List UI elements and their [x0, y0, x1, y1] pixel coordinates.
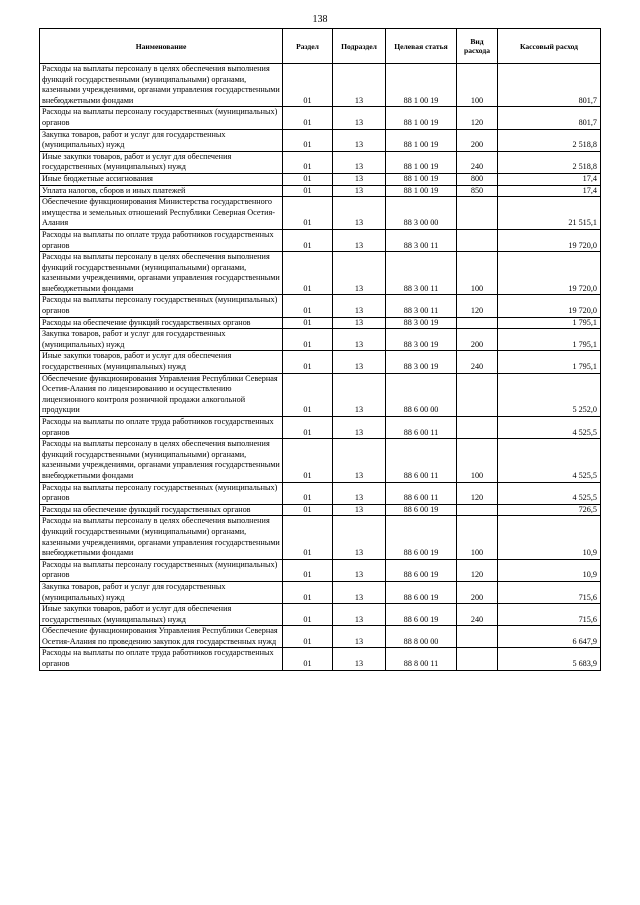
cell-razdel: 01	[283, 197, 333, 230]
cell-razdel: 01	[283, 185, 333, 197]
cell-kassovy: 4 525,5	[498, 439, 601, 482]
cell-kassovy: 4 525,5	[498, 417, 601, 439]
cell-name: Расходы на выплаты персоналу государственных (муниципальных) органов	[40, 107, 283, 129]
cell-vid	[457, 197, 498, 230]
cell-razdel: 01	[283, 252, 333, 295]
cell-name: Расходы на выплаты персоналу в целях обеспечения выполнения функций государственными (муниципальными) органами, казенными учреждениями, органами управления государственными внебюджетными фондами	[40, 439, 283, 482]
header-podrazdel: Подраздел	[333, 29, 386, 64]
cell-celevaya: 88 3 00 11	[386, 229, 457, 251]
table-row	[40, 129, 601, 151]
cell-celevaya: 88 1 00 19	[386, 129, 457, 151]
cell-podrazdel: 13	[333, 581, 386, 603]
cell-celevaya: 88 6 00 00	[386, 373, 457, 416]
table-row	[40, 626, 601, 648]
cell-kassovy: 5 683,9	[498, 648, 601, 670]
cell-podrazdel: 13	[333, 173, 386, 185]
cell-name: Закупка товаров, работ и услуг для государственных (муниципальных) нужд	[40, 329, 283, 351]
cell-name: Обеспечение функционирования Управления Республики Северная Осетия-Алания по проведению закупок для государственных нужд	[40, 626, 283, 648]
cell-celevaya: 88 6 00 19	[386, 504, 457, 516]
cell-vid: 100	[457, 439, 498, 482]
cell-podrazdel: 13	[333, 373, 386, 416]
cell-kassovy: 19 720,0	[498, 295, 601, 317]
cell-celevaya: 88 3 00 19	[386, 329, 457, 351]
cell-kassovy: 17,4	[498, 173, 601, 185]
cell-celevaya: 88 6 00 19	[386, 516, 457, 559]
cell-razdel: 01	[283, 317, 333, 329]
cell-celevaya: 88 1 00 19	[386, 107, 457, 129]
cell-kassovy: 801,7	[498, 107, 601, 129]
cell-vid	[457, 373, 498, 416]
cell-celevaya: 88 3 00 11	[386, 252, 457, 295]
cell-razdel: 01	[283, 329, 333, 351]
cell-vid: 120	[457, 559, 498, 581]
cell-vid: 100	[457, 64, 498, 107]
cell-name: Закупка товаров, работ и услуг для государственных (муниципальных) нужд	[40, 129, 283, 151]
cell-name: Расходы на обеспечение функций государственных органов	[40, 317, 283, 329]
cell-celevaya: 88 3 00 11	[386, 295, 457, 317]
cell-kassovy: 801,7	[498, 64, 601, 107]
cell-name: Расходы на выплаты персоналу государственных (муниципальных) органов	[40, 295, 283, 317]
cell-name: Расходы на выплаты персоналу в целях обеспечения выполнения функций государственными (муниципальными) органами, казенными учреждениями, органами управления государственными внебюджетными фондами	[40, 516, 283, 559]
cell-vid: 240	[457, 604, 498, 626]
header-kassovy: Кассовый расход	[498, 29, 601, 64]
table-row	[40, 185, 601, 197]
cell-name: Расходы на обеспечение функций государственных органов	[40, 504, 283, 516]
table-row	[40, 351, 601, 373]
cell-vid: 850	[457, 185, 498, 197]
expenditure-table	[39, 28, 601, 671]
cell-kassovy: 10,9	[498, 559, 601, 581]
cell-podrazdel: 13	[333, 229, 386, 251]
cell-name: Иные закупки товаров, работ и услуг для обеспечения государственных (муниципальных) нужд	[40, 604, 283, 626]
cell-podrazdel: 13	[333, 64, 386, 107]
cell-celevaya: 88 3 00 19	[386, 351, 457, 373]
cell-celevaya: 88 6 00 11	[386, 417, 457, 439]
cell-celevaya: 88 6 00 19	[386, 581, 457, 603]
cell-celevaya: 88 3 00 00	[386, 197, 457, 230]
cell-podrazdel: 13	[333, 252, 386, 295]
cell-kassovy: 6 647,9	[498, 626, 601, 648]
table-row	[40, 581, 601, 603]
cell-name: Иные бюджетные ассигнования	[40, 173, 283, 185]
cell-vid: 800	[457, 173, 498, 185]
cell-podrazdel: 13	[333, 559, 386, 581]
cell-razdel: 01	[283, 107, 333, 129]
table-row	[40, 504, 601, 516]
table-row	[40, 107, 601, 129]
cell-vid: 240	[457, 151, 498, 173]
cell-celevaya: 88 1 00 19	[386, 151, 457, 173]
cell-razdel: 01	[283, 351, 333, 373]
cell-vid	[457, 229, 498, 251]
header-razdel: Раздел	[283, 29, 333, 64]
cell-name: Расходы на выплаты персоналу государственных (муниципальных) органов	[40, 482, 283, 504]
cell-vid: 240	[457, 351, 498, 373]
cell-vid	[457, 317, 498, 329]
cell-podrazdel: 13	[333, 504, 386, 516]
table-row	[40, 252, 601, 295]
cell-kassovy: 1 795,1	[498, 317, 601, 329]
cell-razdel: 01	[283, 516, 333, 559]
cell-vid	[457, 504, 498, 516]
cell-razdel: 01	[283, 64, 333, 107]
cell-celevaya: 88 6 00 19	[386, 559, 457, 581]
table-row	[40, 151, 601, 173]
cell-celevaya: 88 6 00 11	[386, 439, 457, 482]
cell-celevaya: 88 1 00 19	[386, 173, 457, 185]
cell-kassovy: 1 795,1	[498, 351, 601, 373]
cell-celevaya: 88 8 00 00	[386, 626, 457, 648]
table-row	[40, 295, 601, 317]
cell-razdel: 01	[283, 504, 333, 516]
cell-name: Закупка товаров, работ и услуг для государственных (муниципальных) нужд	[40, 581, 283, 603]
cell-podrazdel: 13	[333, 317, 386, 329]
cell-razdel: 01	[283, 581, 333, 603]
cell-vid: 200	[457, 329, 498, 351]
cell-razdel: 01	[283, 373, 333, 416]
cell-kassovy: 5 252,0	[498, 373, 601, 416]
cell-podrazdel: 13	[333, 516, 386, 559]
cell-razdel: 01	[283, 439, 333, 482]
cell-razdel: 01	[283, 417, 333, 439]
cell-name: Иные закупки товаров, работ и услуг для обеспечения государственных (муниципальных) нужд	[40, 151, 283, 173]
table-row	[40, 604, 601, 626]
cell-vid	[457, 648, 498, 670]
table-row	[40, 439, 601, 482]
header-vid: Вид расхода	[457, 29, 498, 64]
cell-kassovy: 715,6	[498, 581, 601, 603]
cell-name: Обеспечение функционирования Управления Республики Северная Осетия-Алания по лицензированию и осуществлению лицензионного контроля розничной продажи алкогольной продукции	[40, 373, 283, 416]
cell-vid: 100	[457, 516, 498, 559]
cell-razdel: 01	[283, 626, 333, 648]
cell-celevaya: 88 1 00 19	[386, 64, 457, 107]
cell-kassovy: 726,5	[498, 504, 601, 516]
table-header-row	[40, 29, 601, 64]
cell-celevaya: 88 6 00 19	[386, 604, 457, 626]
cell-razdel: 01	[283, 229, 333, 251]
cell-razdel: 01	[283, 295, 333, 317]
cell-razdel: 01	[283, 129, 333, 151]
cell-name: Уплата налогов, сборов и иных платежей	[40, 185, 283, 197]
header-celevaya: Целевая статья	[386, 29, 457, 64]
table-row	[40, 648, 601, 670]
cell-podrazdel: 13	[333, 604, 386, 626]
cell-name: Расходы на выплаты по оплате труда работников государственных органов	[40, 417, 283, 439]
cell-vid: 120	[457, 107, 498, 129]
cell-name: Расходы на выплаты персоналу в целях обеспечения выполнения функций государственными (муниципальными) органами, казенными учреждениями, органами управления государственными внебюджетными фондами	[40, 252, 283, 295]
cell-razdel: 01	[283, 151, 333, 173]
cell-celevaya: 88 3 00 19	[386, 317, 457, 329]
table-row	[40, 229, 601, 251]
cell-vid: 200	[457, 581, 498, 603]
cell-vid: 120	[457, 295, 498, 317]
cell-podrazdel: 13	[333, 482, 386, 504]
page-number: 138	[312, 14, 328, 25]
cell-name: Расходы на выплаты по оплате труда работников государственных органов	[40, 229, 283, 251]
cell-podrazdel: 13	[333, 648, 386, 670]
cell-vid	[457, 626, 498, 648]
cell-vid	[457, 417, 498, 439]
table-row	[40, 329, 601, 351]
cell-name: Обеспечение функционирования Министерства государственного имущества и земельных отношений Республики Северная Осетия-Алания	[40, 197, 283, 230]
cell-name: Расходы на выплаты по оплате труда работников государственных органов	[40, 648, 283, 670]
cell-kassovy: 21 515,1	[498, 197, 601, 230]
cell-kassovy: 19 720,0	[498, 229, 601, 251]
table-row	[40, 482, 601, 504]
cell-kassovy: 1 795,1	[498, 329, 601, 351]
cell-name: Расходы на выплаты персоналу государственных (муниципальных) органов	[40, 559, 283, 581]
cell-razdel: 01	[283, 173, 333, 185]
cell-name: Иные закупки товаров, работ и услуг для обеспечения государственных (муниципальных) нужд	[40, 351, 283, 373]
table-row	[40, 559, 601, 581]
cell-celevaya: 88 8 00 11	[386, 648, 457, 670]
cell-celevaya: 88 6 00 11	[386, 482, 457, 504]
cell-kassovy: 715,6	[498, 604, 601, 626]
cell-podrazdel: 13	[333, 129, 386, 151]
cell-podrazdel: 13	[333, 329, 386, 351]
cell-vid: 200	[457, 129, 498, 151]
cell-celevaya: 88 1 00 19	[386, 185, 457, 197]
cell-razdel: 01	[283, 482, 333, 504]
table-row	[40, 373, 601, 416]
cell-podrazdel: 13	[333, 197, 386, 230]
cell-kassovy: 10,9	[498, 516, 601, 559]
header-name: Наименование	[40, 29, 283, 64]
cell-razdel: 01	[283, 604, 333, 626]
cell-podrazdel: 13	[333, 107, 386, 129]
cell-vid: 100	[457, 252, 498, 295]
cell-razdel: 01	[283, 559, 333, 581]
cell-kassovy: 4 525,5	[498, 482, 601, 504]
table-row	[40, 516, 601, 559]
cell-podrazdel: 13	[333, 351, 386, 373]
cell-podrazdel: 13	[333, 439, 386, 482]
cell-podrazdel: 13	[333, 417, 386, 439]
cell-vid: 120	[457, 482, 498, 504]
table-row	[40, 173, 601, 185]
cell-razdel: 01	[283, 648, 333, 670]
table-row	[40, 417, 601, 439]
cell-kassovy: 2 518,8	[498, 129, 601, 151]
cell-podrazdel: 13	[333, 626, 386, 648]
cell-name: Расходы на выплаты персоналу в целях обеспечения выполнения функций государственными (муниципальными) органами, казенными учреждениями, органами управления государственными внебюджетными фондами	[40, 64, 283, 107]
table-row	[40, 197, 601, 230]
table-row	[40, 64, 601, 107]
cell-kassovy: 19 720,0	[498, 252, 601, 295]
cell-podrazdel: 13	[333, 185, 386, 197]
cell-kassovy: 2 518,8	[498, 151, 601, 173]
cell-podrazdel: 13	[333, 151, 386, 173]
cell-kassovy: 17,4	[498, 185, 601, 197]
cell-podrazdel: 13	[333, 295, 386, 317]
table-row	[40, 317, 601, 329]
